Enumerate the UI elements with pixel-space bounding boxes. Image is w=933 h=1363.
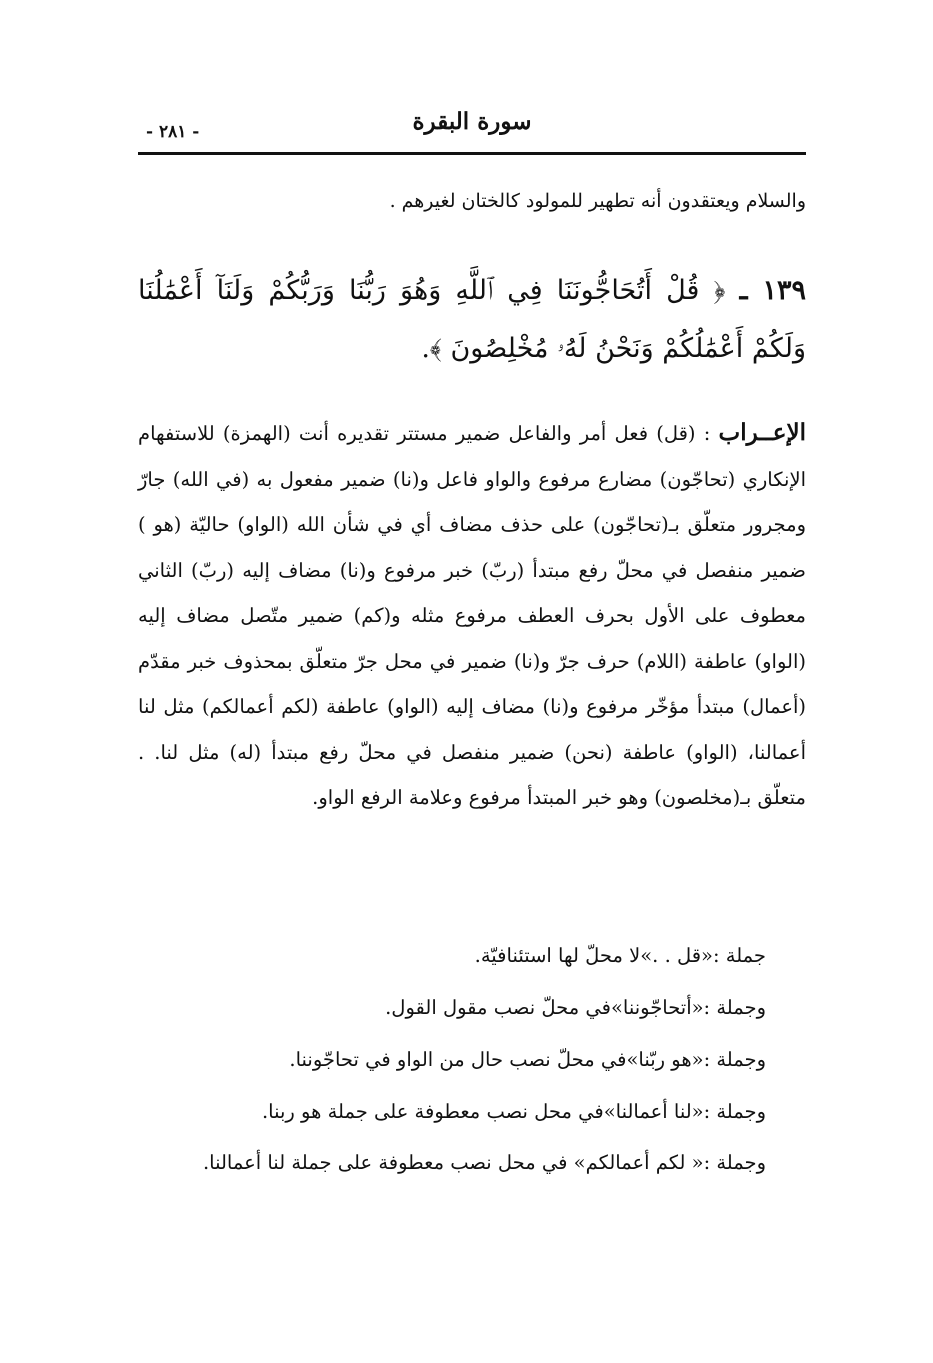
quran-verse bbox=[138, 262, 806, 378]
surah-title: سورة البقرة bbox=[412, 108, 532, 135]
verse-text: ﴿ قُلْ أَتُحَاجُّونَنَا فِي ٱللَّهِ وَهُوَ رَبُّنَا وَرَبُّكُمْ وَلَنَآ أَعْمَٰلُنَا وَلَكُمْ أَعْمَٰلُكُمْ وَنَحْنُ لَهُۥ مُخْلِصُونَ ﴾. bbox=[138, 275, 806, 364]
irab-paragraph bbox=[138, 410, 806, 821]
sentence-list bbox=[138, 930, 806, 1186]
intro-line: والسلام ويعتقدون أنه تطهير للمولود كالختان لغيرهم . bbox=[389, 190, 806, 212]
sentence-item: جملة :«قل . .»لا محلّ لها استئنافيّة. bbox=[474, 944, 766, 967]
verse-number: ١٣٩ ـ bbox=[739, 275, 806, 306]
irab-label: الإعــراب bbox=[718, 419, 806, 446]
page-header bbox=[138, 108, 806, 152]
sentence-item: وجملة :« لكم أعمالكم» في محل نصب معطوفة على جملة لنا أعمالنا. bbox=[202, 1151, 766, 1174]
page-number: - ٢٨١ - bbox=[146, 122, 200, 142]
header-rule bbox=[138, 152, 806, 155]
sentence-item: وجملة :«أتحاجّوننا»في محلّ نصب مقول القول. bbox=[385, 996, 766, 1019]
sentence-item: وجملة :«لنا أعمالنا»في محل نصب معطوفة على جملة هو ربنا. bbox=[261, 1100, 766, 1123]
sentence-item: وجملة :«هو ربّنا»في محلّ نصب حال من الواو في تحاجّوننا. bbox=[289, 1048, 766, 1071]
irab-text: : (قل) فعل أمر والفاعل ضمير مستتر تقديره أنت (الهمزة) للاستفهام الإنكاري (تحاجّون) مضارع مرفوع والواو فاعل و(نا) ضمير مفعول به (في الله) جارّ ومجرور متعلّق بـ(تحاجّون) على حذف مضاف أي في شأن الله (الواو) حاليّة (هو ) ضمير منفصل في محلّ رفع مبتدأ (ربّ) خبر مرفوع و(نا) مضاف إليه (ربّ) الثاني معطوف على الأول بحرف العطف مرفوع مثله و(كم) ضمير متّصل مضاف إليه (الواو) عاطفة (اللام) حرف جرّ و(نا) ضمير في محل جرّ متعلّق بمحذوف خبر مقدّم (أعمال) مبتدأ مؤخّر مرفوع و(نا) مضاف إليه (الواو) عاطفة (لكم أعمالكم) مثل لنا أعمالنا، (الواو) عاطفة (نحن) ضمير منفصل في محلّ رفع مبتدأ (له) مثل لنا. . متعلّق بـ(مخلصون) وهو خبر المبتدأ مرفوع وعلامة الرفع الواو. bbox=[138, 422, 806, 809]
